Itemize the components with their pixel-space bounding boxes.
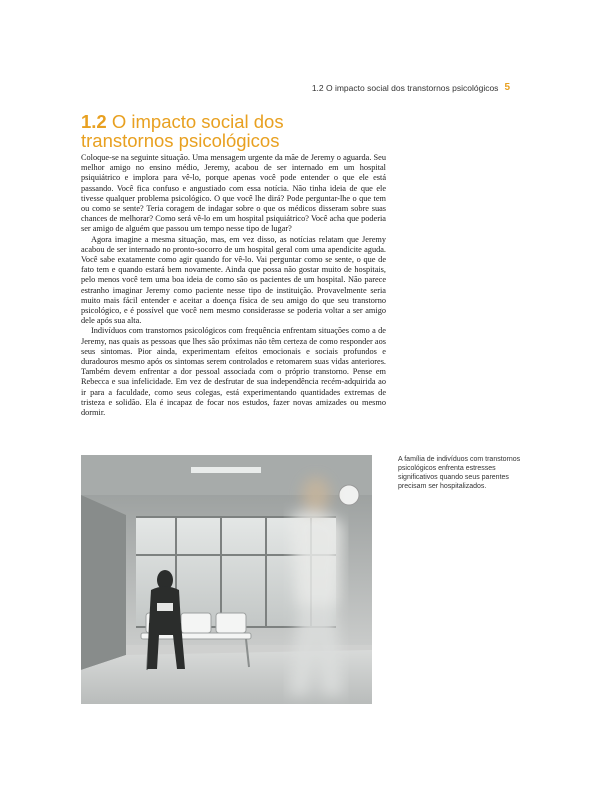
section-number: 1.2: [81, 111, 107, 132]
paragraph-3: Indivíduos com transtornos psicológicos com frequência enfrentam situações como a de Jeremy, nas quais as pessoas que lhes são próximas não têm certeza de como responder aos seus sintomas. Pior ainda, experimentam efeitos emocionais e sociais profundos e duradouros mesmo após os sintomas serem controlados e retomarem suas vidas anteriores. Também devem enfrentar a dor pessoal associada com o próprio transtorno. Pense em Rebecca e sua infelicidade. Em vez de desfrutar de sua independência recém-adquirida ao ir para a faculdade, como seus colegas, está experimentando quantidades extremas de tristeza e solidão. Ela é incapaz de focar nos estudos, fazer novas amizades ou mesmo dormir.: [81, 326, 386, 418]
paragraph-2: Agora imagine a mesma situação, mas, em vez disso, as notícias relatam que Jeremy acabou de ser internado no pronto-socorro de um hospital geral com uma apendicite aguda. Você sabe exatamente como agir quando for vê-lo. Vai perguntar como se sente, o que de fato tem e quando estará bem novamente. Ainda que possa não gostar muito de hospitais, pelo menos você tem uma boa ideia de como são os pacientes de um hospital. Não parece estranho imaginar Jeremy como paciente nesse tipo de instituição. Provavelmente seria muito mais fácil entender e aceitar a doença física de seu amigo do que seu transtorno psicológico, e é possível que você nem mesmo considerasse se poderia voltar a ser amigo dele após sua alta.: [81, 234, 386, 326]
body-text: [81, 153, 386, 418]
photo-caption: A família de indivíduos com transtornos psicológicos enfrenta estresses significativos quando seus parentes precisam ser hospitalizados.: [398, 456, 521, 490]
running-title: 1.2 O impacto social dos transtornos psicológicos: [311, 82, 499, 93]
section-title-line2: transtornos psicológicos: [81, 130, 280, 151]
running-header: [312, 82, 510, 93]
page-number: 5: [504, 82, 510, 93]
photo-illustration: [81, 455, 372, 704]
hospital-waiting-room-photo: [81, 455, 372, 704]
section-title: [81, 112, 401, 150]
section-title-line1: O impacto social dos: [111, 111, 284, 132]
paragraph-1: Coloque-se na seguinte situação. Uma mensagem urgente da mãe de Jeremy o aguarda. Seu melhor amigo no ensino médio, Jeremy, acabou de ser internado em um hospital psiquiátrico e implora para vê-lo, porque apenas você pode entender o que ele está passando. Você fica confuso e angustiado com essa notícia. Não tinha ideia de que ele tivesse qualquer problema psicológico. O que você lhe dirá? Pode perguntar-lhe o que tem ou como se sente? Teria coragem de indagar sobre o que os médicos disseram sobre suas chances de melhorar? Como será vê-lo em um hospital psiquiátrico? Você acha que poderia ser amigo de alguém que passou um tempo nesse tipo de lugar?: [81, 153, 386, 234]
